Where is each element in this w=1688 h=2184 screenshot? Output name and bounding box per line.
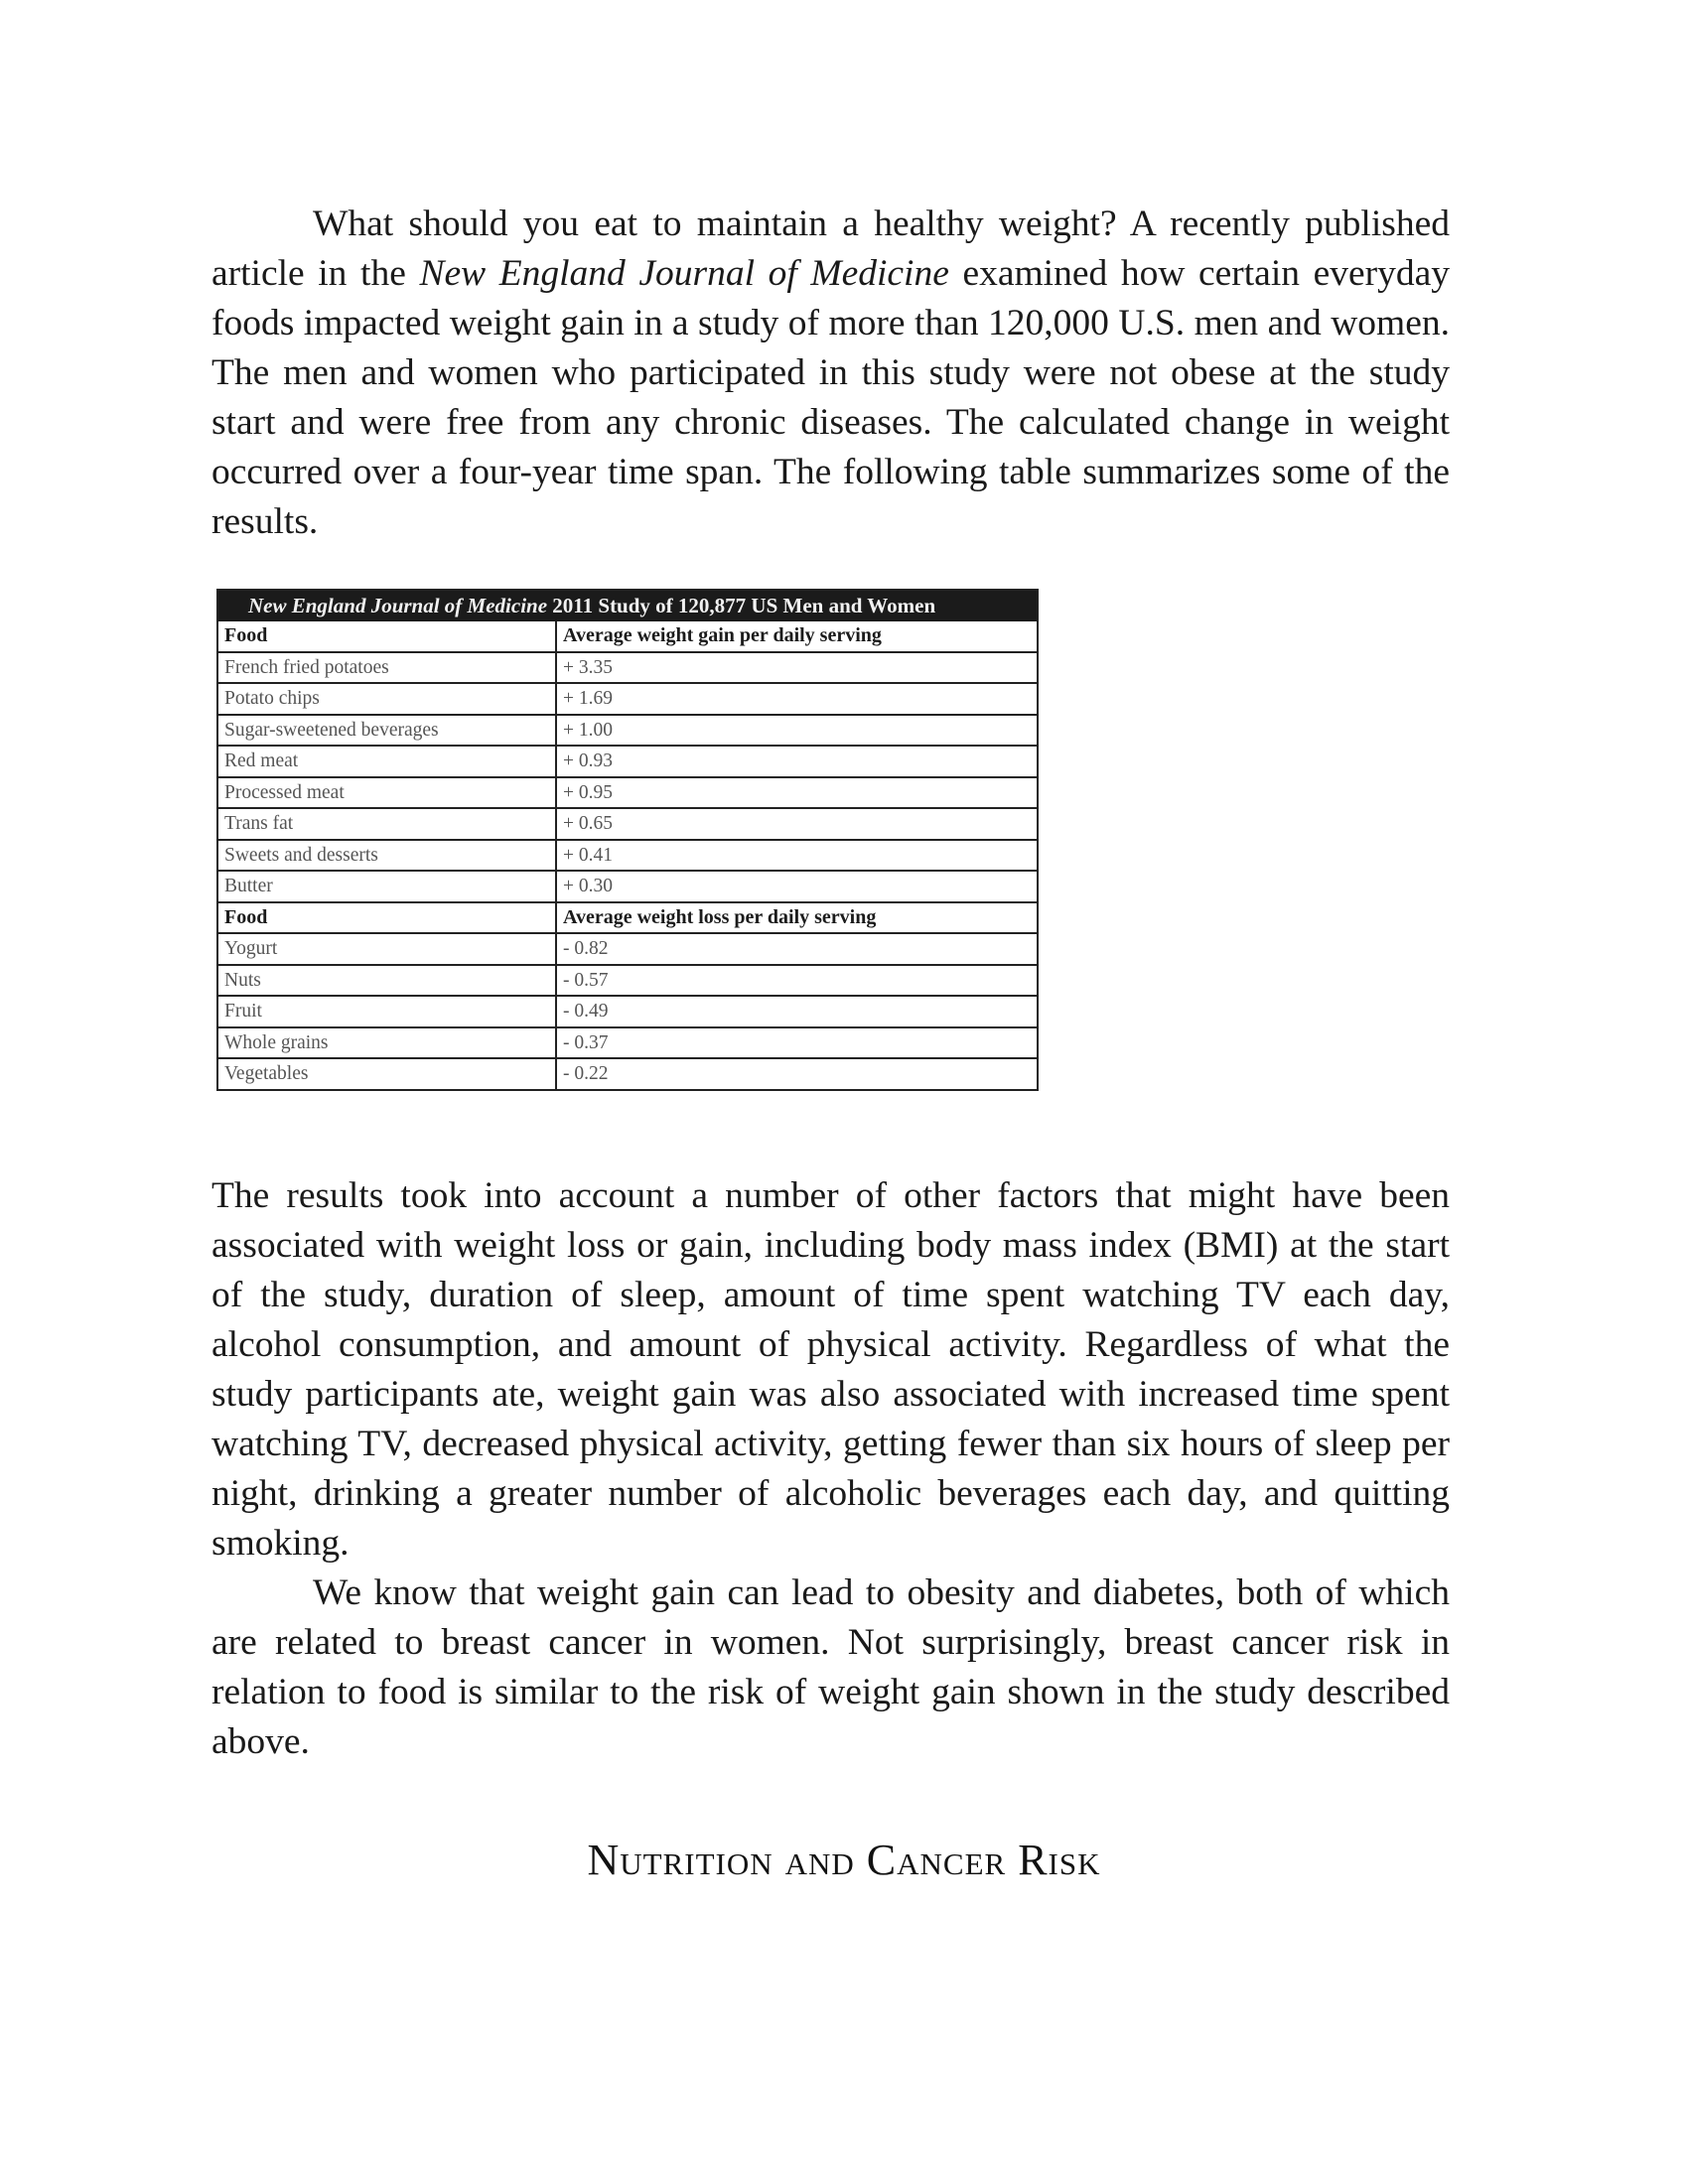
- value-cell: + 1.69: [556, 683, 1037, 715]
- header-food: Food: [218, 621, 556, 652]
- table-title-rest: 2011 Study of 120,877 US Men and Women: [547, 594, 936, 617]
- results-grid: [218, 621, 1037, 1089]
- table-row: [218, 652, 1037, 684]
- body-paragraph-2: We know that weight gain can lead to obesity and diabetes, both of which are related to breast cancer in women. Not surprisingly, breast cancer risk in relation to food is similar to the risk of weight gain shown in the study described above.: [211, 1572, 1450, 1762]
- value-cell: + 0.95: [556, 777, 1037, 809]
- food-cell: Sugar-sweetened beverages: [218, 715, 556, 747]
- table-row: [218, 1027, 1037, 1059]
- table-row: [218, 808, 1037, 840]
- value-cell: + 1.00: [556, 715, 1037, 747]
- value-cell: - 0.82: [556, 933, 1037, 965]
- food-cell: Potato chips: [218, 683, 556, 715]
- journal-name: New England Journal of Medicine: [419, 253, 949, 294]
- header-value: Average weight loss per daily serving: [556, 902, 1037, 934]
- food-cell: Whole grains: [218, 1027, 556, 1059]
- food-cell: Vegetables: [218, 1058, 556, 1089]
- food-cell: Nuts: [218, 965, 556, 997]
- table-row: [218, 965, 1037, 997]
- food-cell: Processed meat: [218, 777, 556, 809]
- value-cell: + 3.35: [556, 652, 1037, 684]
- study-results-table: [216, 589, 1039, 1091]
- intro-text-b: examined how certain everyday foods impacted weight gain in a study of more than 120,000 U.S. men and women. The men and women who participated in this study were not obese at the study start and were free from any chronic diseases. The calculated change in weight occurred over a four-year time span. The following table summarizes some of the results.: [211, 253, 1451, 542]
- food-cell: Red meat: [218, 746, 556, 777]
- food-cell: Fruit: [218, 996, 556, 1027]
- value-cell: - 0.57: [556, 965, 1037, 997]
- table-row: [218, 840, 1037, 872]
- table-row: [218, 996, 1037, 1027]
- gain-header-row: [218, 621, 1037, 652]
- header-value: Average weight gain per daily serving: [556, 621, 1037, 652]
- table-row: [218, 1058, 1037, 1089]
- food-cell: Sweets and desserts: [218, 840, 556, 872]
- table-row: [218, 777, 1037, 809]
- value-cell: - 0.37: [556, 1027, 1037, 1059]
- table-title: [218, 591, 1037, 621]
- food-cell: Butter: [218, 871, 556, 902]
- table-row: [218, 746, 1037, 777]
- intro-paragraph: [211, 200, 1450, 547]
- body-paragraph-block: [211, 1171, 1450, 1767]
- value-cell: - 0.49: [556, 996, 1037, 1027]
- table-row: [218, 871, 1037, 902]
- food-cell: French fried potatoes: [218, 652, 556, 684]
- header-food: Food: [218, 902, 556, 934]
- food-cell: Yogurt: [218, 933, 556, 965]
- value-cell: + 0.93: [556, 746, 1037, 777]
- intro-text-a: What should you eat to maintain a healthy weight? A recently published article in the: [211, 204, 1450, 294]
- value-cell: + 0.65: [556, 808, 1037, 840]
- table-title-journal: New England Journal of Medicine: [248, 594, 548, 617]
- loss-header-row: [218, 902, 1037, 934]
- value-cell: + 0.30: [556, 871, 1037, 902]
- section-heading: Nutrition and Cancer Risk: [587, 1836, 1101, 1884]
- food-cell: Trans fat: [218, 808, 556, 840]
- value-cell: + 0.41: [556, 840, 1037, 872]
- table-row: [218, 933, 1037, 965]
- intro-paragraph-block: [211, 200, 1450, 547]
- body-paragraph-1: The results took into account a number of other factors that might have been associated with weight loss or gain, including body mass index (BMI) at the start of the study, duration of sleep, amount of time spent watching TV each day, alcohol consumption, and amount of physical activity. Regardless of what the study participants ate, weight gain was also associated with increased time spent watching TV, decreased physical activity, getting fewer than six hours of sleep per night, drinking a greater number of alcoholic beverages each day, and quitting smoking.: [211, 1175, 1450, 1564]
- table-row: [218, 715, 1037, 747]
- value-cell: - 0.22: [556, 1058, 1037, 1089]
- table-row: [218, 683, 1037, 715]
